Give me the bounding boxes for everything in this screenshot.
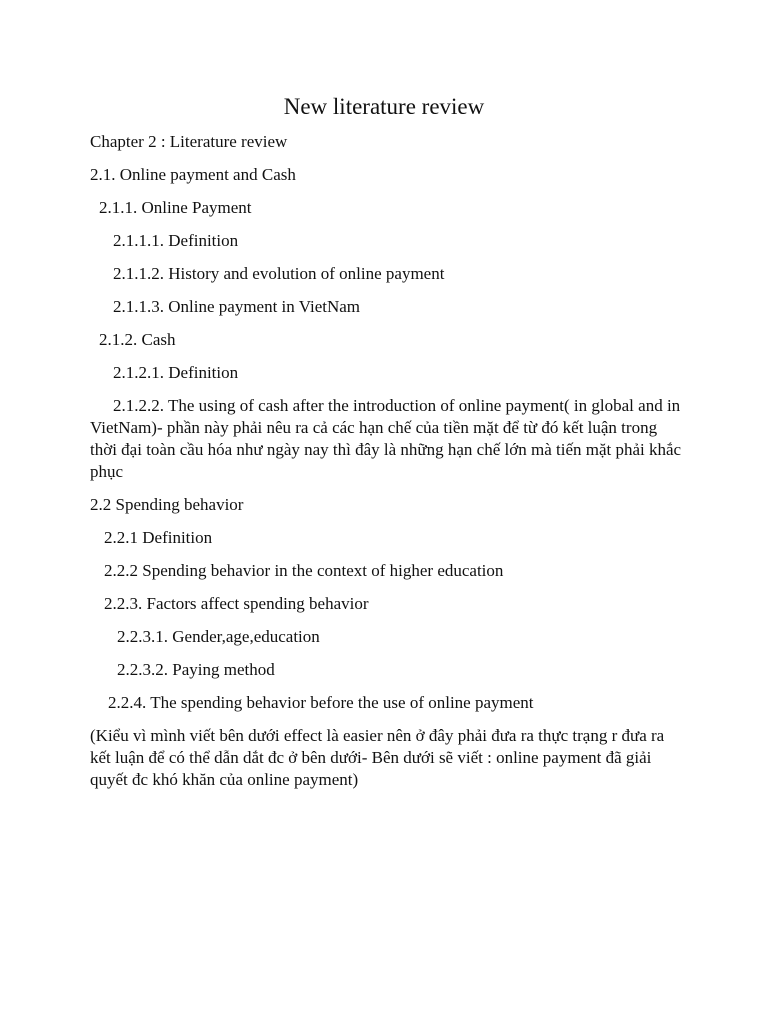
outline-line-2-1-2-2: 2.1.2.2. The using of cash after the introduction of online payment( in global and in VietNam)- phần này phải nêu ra cả các hạn chế của tiền mặt để từ đó kết luận trong thời đại toàn cầu hóa như ngày nay thì đây là những hạn chế lớn mà tiến mặt phải khắc phục bbox=[90, 396, 682, 481]
outline-line-2-1-2-1: 2.1.2.1. Definition bbox=[113, 363, 239, 382]
outline-line-2-2-1: 2.2.1 Definition bbox=[104, 528, 213, 547]
outline-line-2-1-1-2: 2.1.1.2. History and evolution of online payment bbox=[113, 264, 445, 283]
outline-line-2-1-1-3: 2.1.1.3. Online payment in VietNam bbox=[113, 297, 361, 316]
document-title: New literature review bbox=[283, 94, 485, 119]
outline-line-2-2-2: 2.2.2 Spending behavior in the context of higher education bbox=[104, 561, 504, 580]
outline-line-2-2-3-1: 2.2.3.1. Gender,age,education bbox=[117, 627, 320, 646]
outline-line-2-1-2: 2.1.2. Cash bbox=[99, 330, 176, 349]
outline-line-2-2-3: 2.2.3. Factors affect spending behavior bbox=[104, 594, 369, 613]
outline-line-chapter: Chapter 2 : Literature review bbox=[90, 132, 288, 151]
outline-line-2-2-3-2: 2.2.3.2. Paying method bbox=[117, 660, 275, 679]
outline-line-2-2: 2.2 Spending behavior bbox=[90, 495, 244, 514]
author-note: (Kiểu vì mình viết bên dưới effect là easier nên ở đây phải đưa ra thực trạng r đưa ra kết luận để có thể dẫn dắt đc ở bên dưới- Bên dưới sẽ viết : online payment đã giải quyết đc khó khăn của online payment) bbox=[90, 726, 665, 789]
outline-line-2-1: 2.1. Online payment and Cash bbox=[90, 165, 296, 184]
outline-line-2-1-1-1: 2.1.1.1. Definition bbox=[113, 231, 239, 250]
outline-line-2-1-1: 2.1.1. Online Payment bbox=[99, 198, 252, 217]
outline-line-2-2-4: 2.2.4. The spending behavior before the use of online payment bbox=[108, 693, 534, 712]
outline-list bbox=[90, 131, 690, 802]
